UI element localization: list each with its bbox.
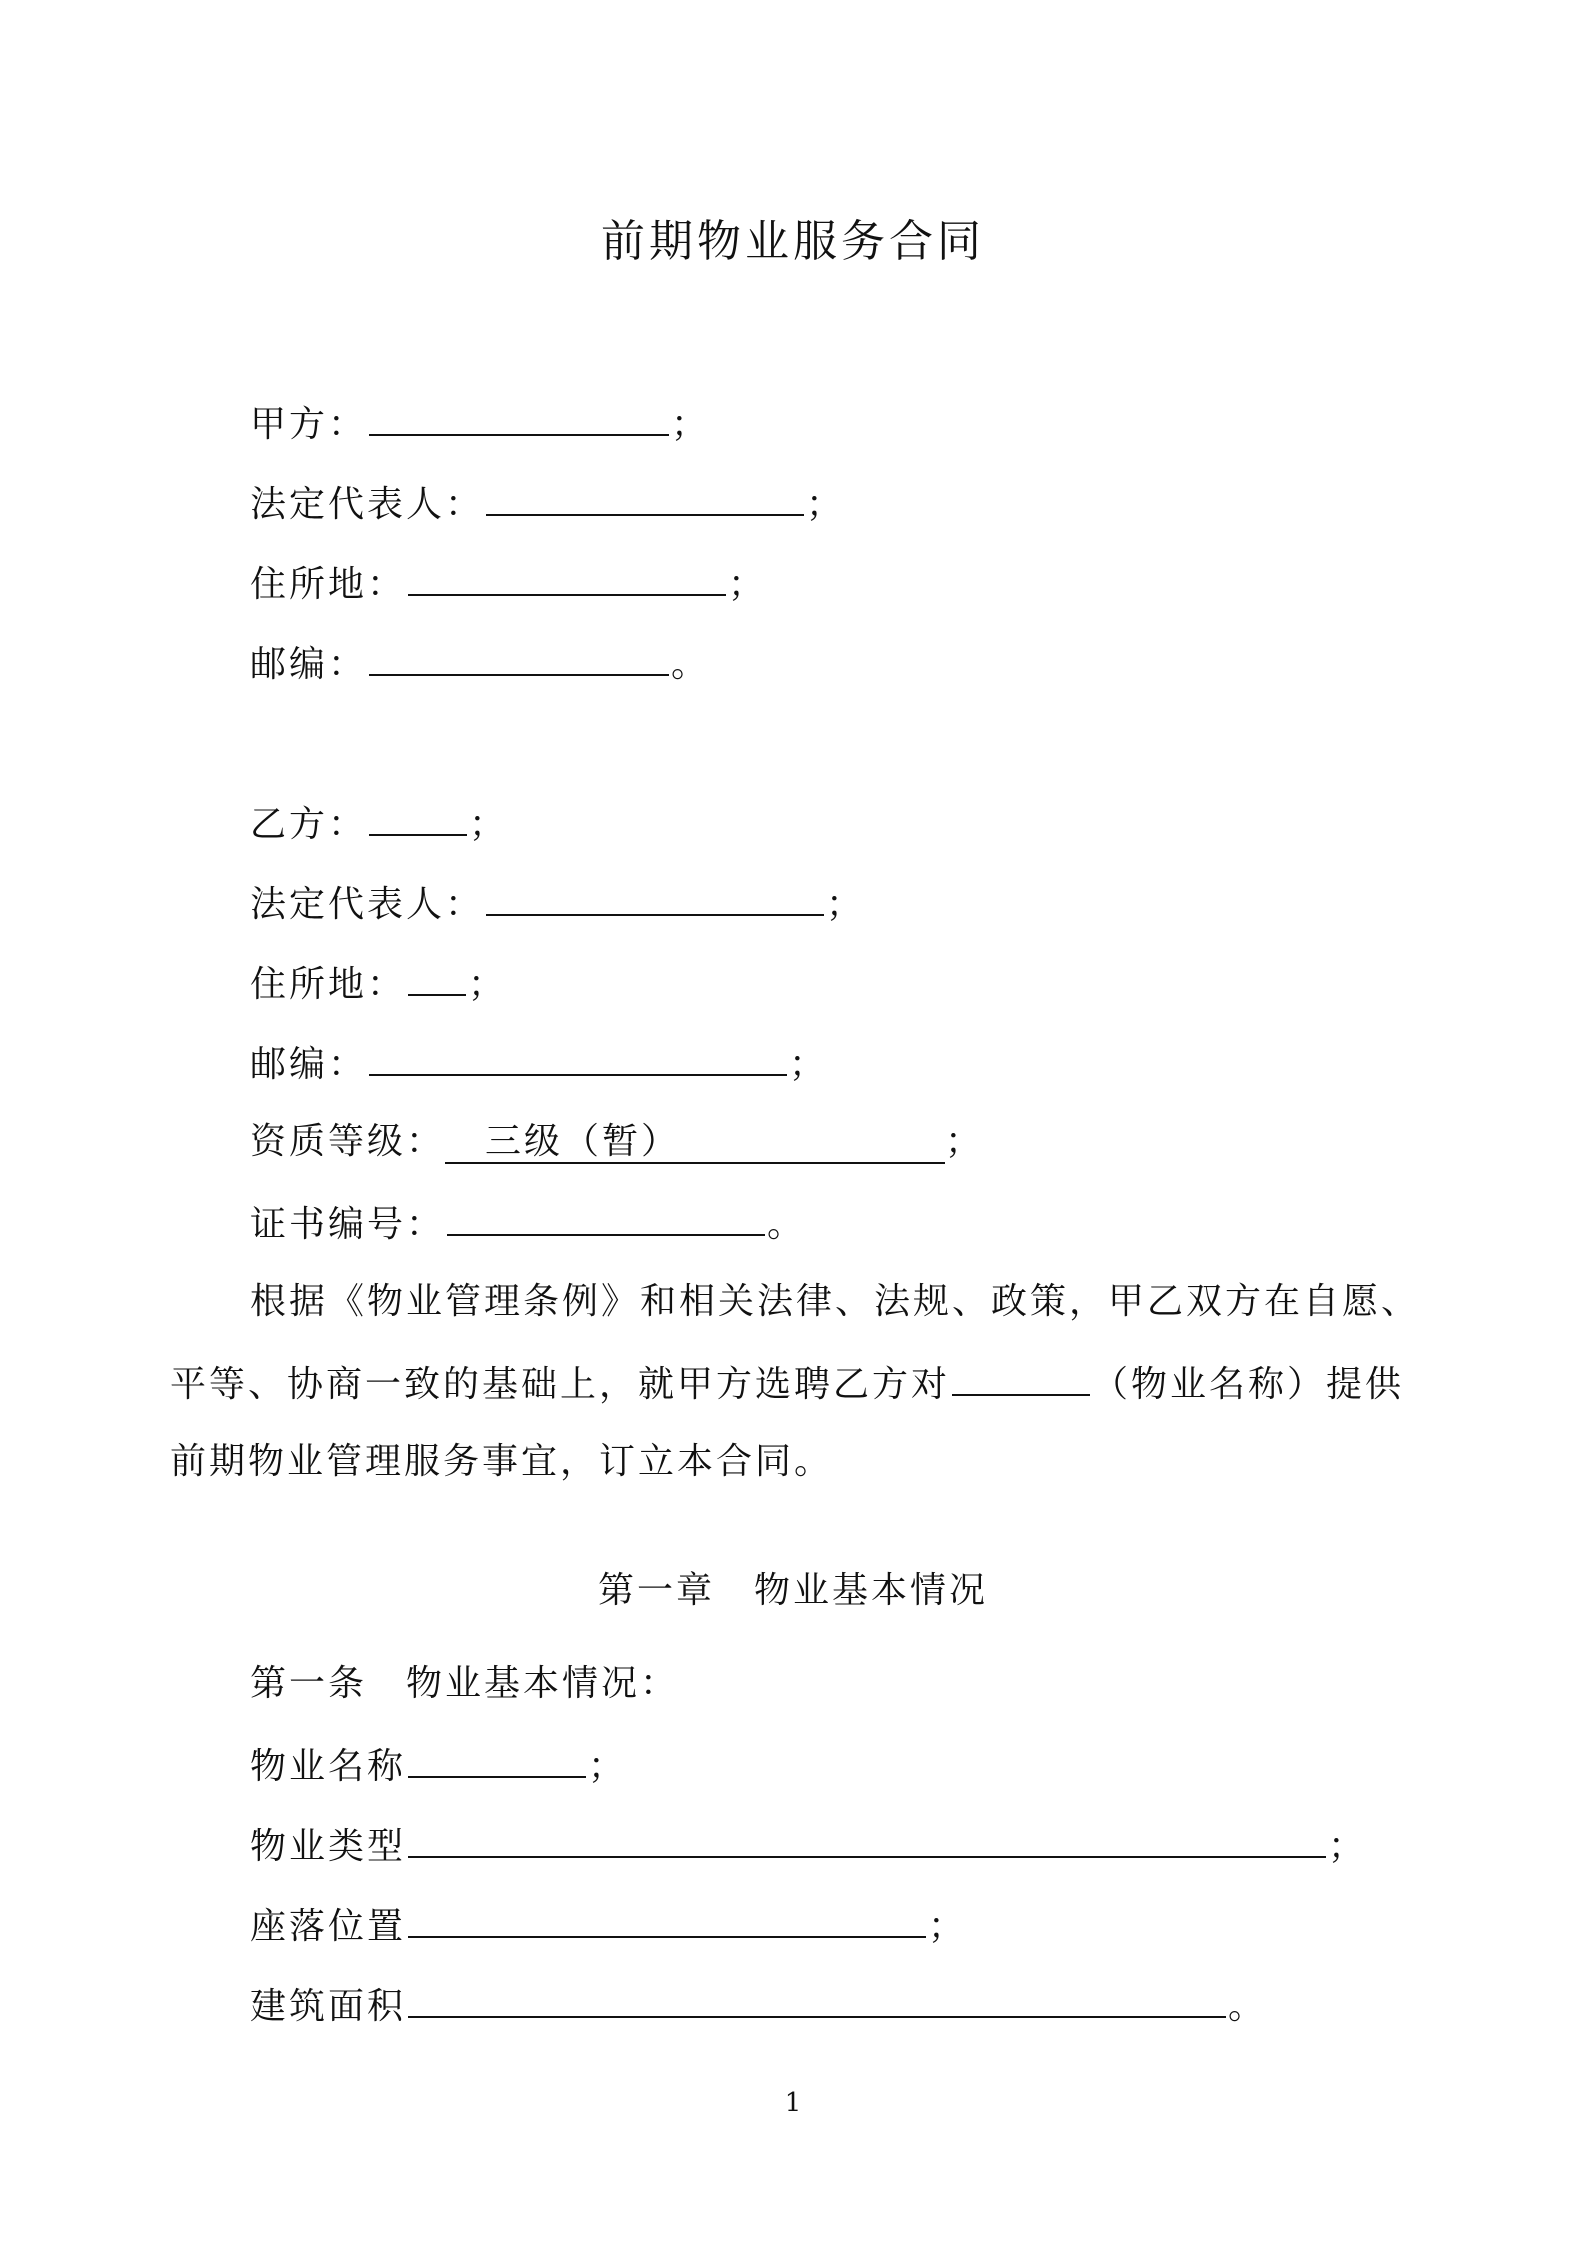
chapter-heading: 第一章 物业基本情况 bbox=[597, 1570, 988, 1611]
party-a-blank bbox=[369, 400, 669, 436]
party-b-address-end: ； bbox=[468, 964, 508, 1005]
preamble-line-2-before: 平等、协商一致的基础上，就甲方选聘乙方对 bbox=[170, 1364, 951, 1405]
party-b-postcode-end: ； bbox=[789, 1044, 829, 1085]
party-b-rep-label: 法定代表人： bbox=[250, 884, 485, 925]
property-location-end: ； bbox=[928, 1906, 968, 1947]
party-b-end: ； bbox=[469, 804, 509, 845]
party-a-end: ； bbox=[671, 404, 711, 445]
party-b-blank bbox=[369, 800, 467, 836]
party-a-postcode-end: 。 bbox=[671, 644, 711, 685]
property-type-line bbox=[250, 1822, 1367, 1869]
party-b-address-label: 住所地： bbox=[250, 964, 407, 1005]
party-b-line bbox=[250, 800, 508, 847]
property-area-label: 建筑面积 bbox=[250, 1986, 407, 2027]
property-type-label: 物业类型 bbox=[250, 1826, 407, 1867]
property-type-end: ； bbox=[1328, 1826, 1368, 1867]
preamble-line-1: 根据《物业管理条例》和相关法律、法规、政策，甲乙双方在自愿、 bbox=[250, 1281, 1421, 1322]
party-a-address-end: ； bbox=[728, 564, 768, 605]
preamble-line-2 bbox=[170, 1360, 1404, 1407]
property-name-end: ； bbox=[588, 1746, 628, 1787]
party-b-qualification-value: 三级（暂） bbox=[445, 1122, 945, 1164]
party-a-rep-end: ； bbox=[806, 484, 846, 525]
party-b-postcode-blank bbox=[369, 1040, 787, 1076]
party-b-qualification-end: ； bbox=[945, 1121, 985, 1162]
party-a-postcode-line bbox=[250, 640, 710, 687]
party-a-address-label: 住所地： bbox=[250, 564, 407, 605]
party-b-address-line bbox=[250, 960, 507, 1007]
party-a-address-blank bbox=[408, 560, 726, 596]
party-a-rep-label: 法定代表人： bbox=[250, 484, 485, 525]
property-area-end: 。 bbox=[1228, 1986, 1268, 2027]
document-title: 前期物业服务合同 bbox=[601, 216, 985, 267]
property-name-label: 物业名称 bbox=[250, 1746, 407, 1787]
article-1-heading: 第一条 物业基本情况： bbox=[250, 1663, 680, 1704]
property-name-field-blank bbox=[408, 1742, 586, 1778]
property-location-blank bbox=[408, 1902, 926, 1938]
preamble-line-2-after: （物业名称）提供 bbox=[1092, 1364, 1405, 1405]
property-type-blank bbox=[408, 1822, 1326, 1858]
party-b-label: 乙方： bbox=[250, 804, 368, 845]
party-a-postcode-label: 邮编： bbox=[250, 644, 368, 685]
property-area-line bbox=[250, 1982, 1267, 2029]
party-b-certificate-blank bbox=[447, 1200, 765, 1236]
page-number: 1 bbox=[784, 2088, 802, 2118]
property-location-line bbox=[250, 1902, 967, 1949]
party-b-certificate-end: 。 bbox=[767, 1204, 807, 1245]
party-a-rep-line bbox=[250, 480, 845, 527]
property-location-label: 座落位置 bbox=[250, 1906, 407, 1947]
party-b-certificate-line bbox=[250, 1200, 806, 1247]
property-name-blank bbox=[952, 1360, 1090, 1396]
property-name-line bbox=[250, 1742, 627, 1789]
party-a-line bbox=[250, 400, 710, 447]
party-a-label: 甲方： bbox=[250, 404, 368, 445]
party-a-rep-blank bbox=[486, 480, 804, 516]
party-a-postcode-blank bbox=[369, 640, 669, 676]
party-b-postcode-label: 邮编： bbox=[250, 1044, 368, 1085]
property-area-blank bbox=[408, 1982, 1226, 2018]
party-b-rep-blank bbox=[486, 880, 824, 916]
party-b-postcode-line bbox=[250, 1040, 828, 1087]
party-b-address-blank bbox=[408, 960, 466, 996]
party-b-rep-line bbox=[250, 880, 865, 927]
party-b-rep-end: ； bbox=[826, 884, 866, 925]
party-b-qualification-label: 资质等级： bbox=[250, 1121, 446, 1162]
preamble-line-3: 前期物业管理服务事宜，订立本合同。 bbox=[170, 1441, 834, 1482]
party-a-address-line bbox=[250, 560, 767, 607]
party-b-qualification-line bbox=[250, 1120, 984, 1164]
party-b-certificate-label: 证书编号： bbox=[250, 1204, 446, 1245]
